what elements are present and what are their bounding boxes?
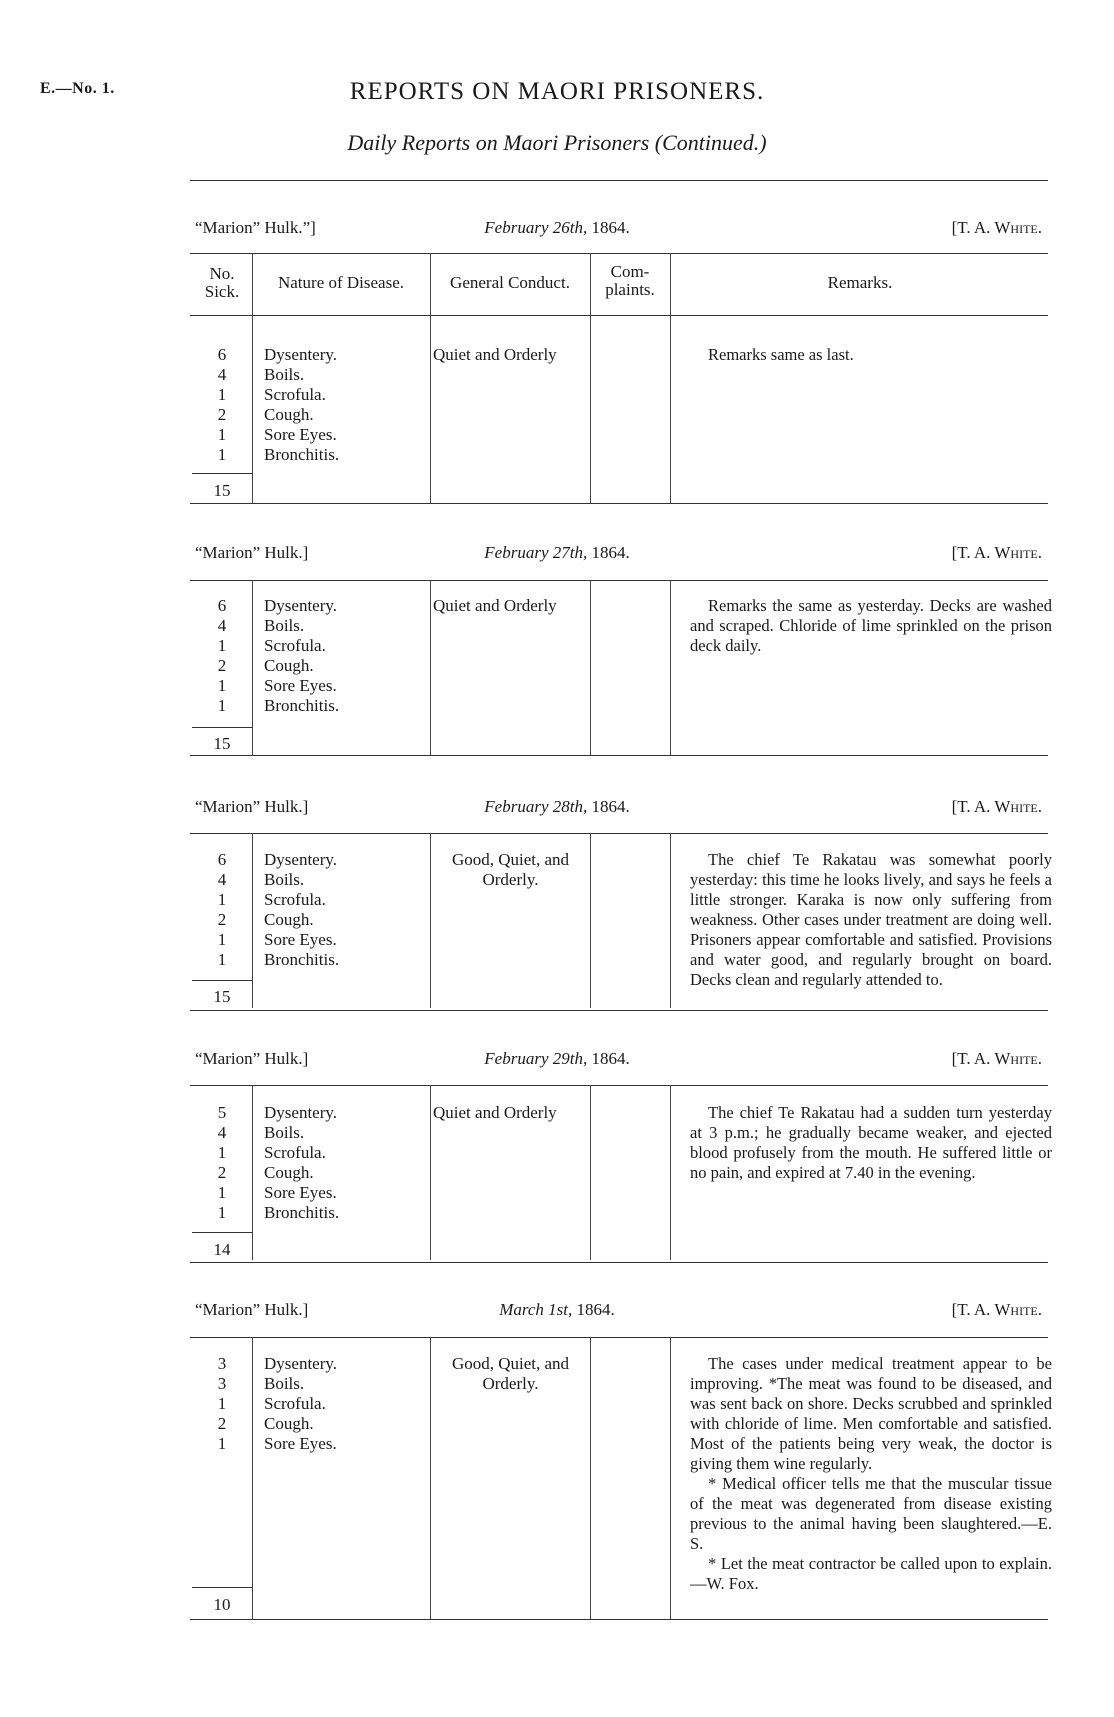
total-sick: 15 — [213, 734, 231, 753]
disease-list: Dysentery. Boils. Scrofula. Cough. Sore Eyes. Bronchitis. — [264, 1103, 340, 1222]
remarks-text: Remarks same as last. — [708, 345, 854, 364]
report-date: March 1st, 1864. — [499, 1300, 615, 1319]
general-conduct: Quiet and Orderly — [433, 596, 557, 615]
total-sick: 14 — [213, 1240, 231, 1259]
title-rule — [190, 180, 1048, 181]
sick-counts: 6 4 1 2 1 1 — [217, 596, 227, 715]
hulk-label: “Marion” Hulk.] — [195, 543, 309, 562]
remarks-text: Remarks the same as yesterday. Decks are washed and scraped. Chloride of lime sprinkled on the prison deck daily. — [690, 596, 1052, 655]
signature: [T. A. White. — [951, 797, 1042, 816]
disease-list: Dysentery. Boils. Scrofula. Cough. Sore Eyes. Bronchitis. — [264, 596, 340, 715]
sick-counts: 3 3 1 2 1 — [217, 1354, 227, 1453]
disease-list: Dysentery. Boils. Scrofula. Cough. Sore Eyes. Bronchitis. — [264, 850, 340, 969]
disease-list: Dysentery. Boils. Scrofula. Cough. Sore Eyes. — [264, 1354, 338, 1453]
column-remarks: Remarks. — [827, 273, 893, 292]
page-subtitle: Daily Reports on Maori Prisoners (Continued.) — [347, 130, 767, 155]
report-date: February 28th, 1864. — [484, 797, 630, 816]
report-date: February 26th, 1864. — [484, 218, 630, 237]
general-conduct: Quiet and Orderly — [433, 1103, 557, 1122]
page-title: REPORTS ON MAORI PRISONERS. — [349, 78, 765, 105]
general-conduct: Good, Quiet, and Orderly. — [451, 850, 570, 889]
sick-counts: 6 4 1 2 1 1 — [217, 850, 227, 969]
column-general-conduct: General Conduct. — [450, 273, 570, 292]
hulk-label: “Marion” Hulk.] — [195, 1300, 309, 1319]
signature: [T. A. White. — [951, 1300, 1042, 1319]
general-conduct: Good, Quiet, and Orderly. — [451, 1354, 570, 1393]
report-date: February 27th, 1864. — [484, 543, 630, 562]
report-date: February 29th, 1864. — [484, 1049, 630, 1068]
total-sick: 15 — [213, 481, 231, 500]
general-conduct: Quiet and Orderly — [433, 345, 557, 364]
remarks-text: The cases under medical treatment appear to be improving. *The meat was found to be diseased, and was sent back on shore. Decks scrubbed and sprinkled with chloride of lime. Men comfortable and satisfied. Most of the patients being very weak, the doctor is giving them wine regularly. * Medical officer tells me that the muscular tissue of the meat was degenerated from disease existing previous to the animal having been slaughtered.—E. S. * Let the meat contractor be called upon to explain.—W. Fox. — [690, 1354, 1052, 1593]
remarks-text: The chief Te Rakatau was somewhat poorly yesterday: this time he looks lively, and says he feels a little stronger. Karaka is now only suffering from weakness. Other cases under treatment are doing well. Prisoners appear comfortable and satisfied. Provisions and water good, and regularly brought on board. Decks clean and regularly attended to. — [690, 850, 1052, 989]
sick-counts: 5 4 1 2 1 1 — [217, 1103, 227, 1222]
signature: [T. A. White. — [951, 543, 1042, 562]
total-sick: 10 — [213, 1595, 231, 1614]
sick-counts: 6 4 1 2 1 1 — [217, 345, 227, 464]
hulk-label: “Marion” Hulk.] — [195, 1049, 309, 1068]
hulk-label: “Marion” Hulk.] — [195, 797, 309, 816]
column-no-sick: No. Sick. — [204, 264, 240, 301]
remarks-text: The chief Te Rakatau had a sudden turn yesterday at 3 p.m.; he gradually became weaker, and ejected blood profusely from the mouth. He suffered little or no pain, and expired at 7.40 in the evening. — [690, 1103, 1052, 1182]
column-nature-of-disease: Nature of Disease. — [277, 273, 405, 292]
total-sick: 15 — [213, 987, 231, 1006]
column-complaints: Com- plaints. — [605, 262, 655, 299]
signature: [T. A. White. — [951, 218, 1042, 237]
disease-list: Dysentery. Boils. Scrofula. Cough. Sore Eyes. Bronchitis. — [264, 345, 340, 464]
signature: [T. A. White. — [951, 1049, 1042, 1068]
hulk-label: “Marion” Hulk.”] — [195, 218, 316, 237]
page-id: E.—No. 1. — [40, 80, 115, 97]
